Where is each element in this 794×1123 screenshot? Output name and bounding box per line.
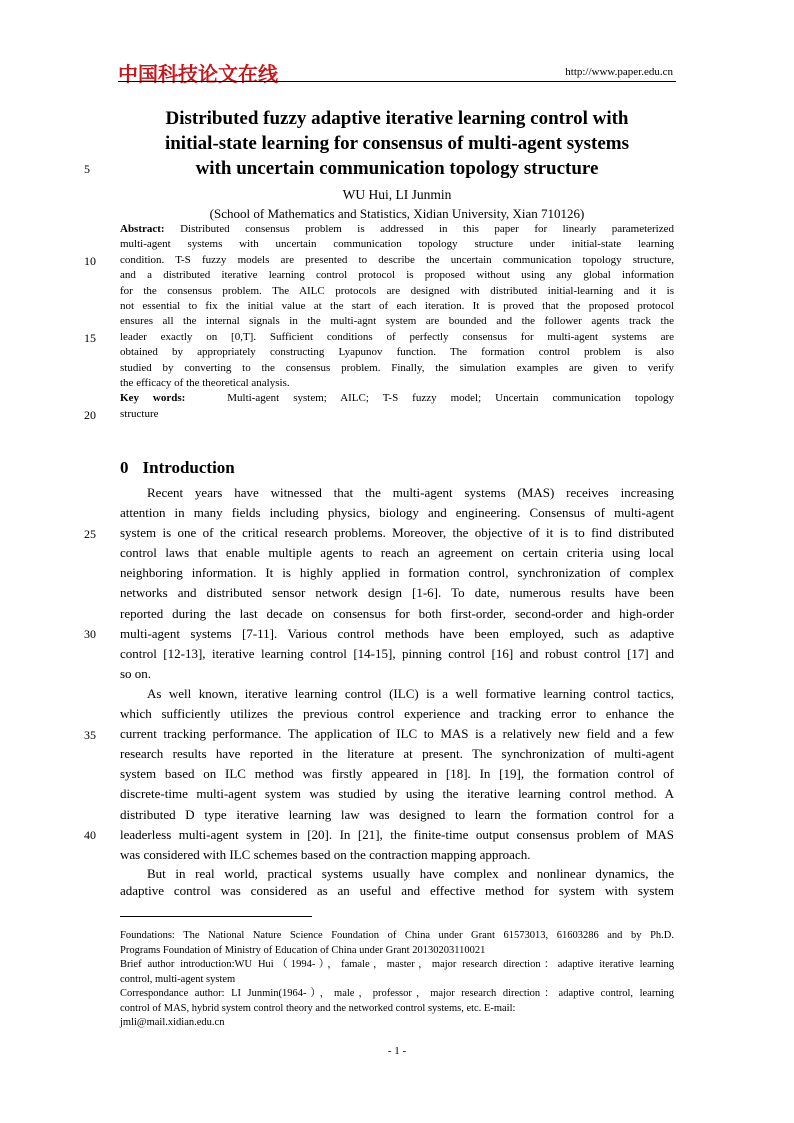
body-line: control [12-13], iterative learning control [14-15], pinning control [16] and robust control [17] and: [120, 645, 674, 661]
footnote-line: Foundations: The National Nature Science Foundation of China under Grant 61573013, 61603286 and by Ph.D.: [120, 930, 674, 941]
authors: WU Hui, LI Junmin: [342, 187, 452, 202]
section-title: Introduction: [142, 458, 235, 477]
abstract-line: and a distributed iterative learning control protocol is proposed without using any global information: [120, 269, 674, 282]
line-number: 20: [84, 408, 96, 422]
abstract-line: the efficacy of the theoretical analysis.: [120, 376, 290, 389]
abstract-line: for the consensus problem. The AILC protocols are designed with distributed initial-learning and it is: [120, 284, 674, 297]
body-line: networks and distributed sensor network design [1-6]. To date, numerous results have been: [120, 585, 674, 601]
body-line: attention in many fields including physics, biology and engineering. Consensus of multi-agent: [120, 505, 674, 521]
site-logo: 中国科技论文在线: [118, 62, 278, 86]
line-number: 35: [84, 728, 96, 742]
body-line: adaptive control was considered as an useful and effective method for system with system: [120, 882, 674, 898]
body-line: system is one of the critical research problems. Moreover, the objective of it is to find distributed: [120, 525, 674, 541]
footnote-line: control of MAS, hybrid system control theory and the networked control systems, etc. E-mail:: [120, 1002, 516, 1014]
body-line: which sufficiently utilizes the previous control experience and tracking error to enhance the: [120, 706, 674, 722]
body-line: leaderless multi-agent system in [20]. In [21], the finite-time output consensus problem of MAS: [120, 826, 674, 842]
header-divider: [118, 81, 676, 82]
abstract-line: studied by converting to the consensus problem. Finally, the simulation examples are given to verify: [120, 361, 674, 374]
affiliation: (School of Mathematics and Statistics, Xidian University, Xian 710126): [209, 206, 585, 221]
line-number: 25: [84, 527, 96, 541]
body-line: neighboring information. It is highly applied in formation control, synchronization of complex: [120, 565, 674, 581]
footnote-email[interactable]: jmli@mail.xidian.edu.cn: [120, 1017, 225, 1028]
body-text: [120, 483, 674, 899]
body-line: multi-agent systems [7-11]. Various control methods have been employed, such as adaptive: [120, 625, 674, 641]
title-line: with uncertain communication topology structure: [195, 158, 599, 179]
body-line: But in real world, practical systems usually have complex and nonlinear dynamics, the: [147, 865, 674, 881]
body-line: discrete-time multi-agent system was studied by using the iterative learning control method. A: [120, 786, 674, 802]
body-line: Recent years have witnessed that the multi-agent systems (MAS) receives increasing: [147, 485, 674, 500]
footnote-divider: [120, 916, 312, 917]
abstract-line: Abstract: Distributed consensus problem is addressed in this paper for linearly parameterized: [120, 223, 674, 235]
body-line: As well known, iterative learning control (ILC) is a well formative learning control tactics,: [147, 685, 674, 701]
body-line: reported during the last decade on consensus for both first-order, second-order and high-order: [120, 605, 674, 621]
keywords-line: structure: [120, 407, 159, 420]
title-line: initial-state learning for consensus of multi-agent systems: [164, 133, 630, 154]
abstract-label: Abstract:: [120, 223, 165, 235]
body-line: current tracking performance. The application of ILC to MAS is a relatively new field and a few: [120, 726, 674, 742]
line-number: 5: [84, 162, 90, 176]
body-line: so on.: [120, 665, 152, 681]
section-number: 0: [120, 458, 129, 477]
body-line: research results have reported in the literature at present. The synchronization of multi-agent: [120, 746, 674, 762]
body-line: system based on ILC method was firstly appeared in [18]. In [19], the formation control of: [120, 766, 674, 782]
footnote-line: control, multi-agent system: [120, 973, 236, 985]
abstract-line: condition. T-S fuzzy models are presented to describe the uncertain communication topology structure,: [120, 253, 674, 266]
keywords-label: Key words:: [120, 392, 186, 405]
line-number: 15: [84, 331, 96, 345]
abstract-line: obtained by appropriately constructing Lyapunov function. The formation control problem is also: [120, 346, 674, 359]
line-number: 30: [84, 627, 96, 641]
paper-title: [118, 106, 676, 181]
keywords-line: Key words: Multi-agent system; AILC; T-S fuzzy model; Uncertain communication topology: [120, 392, 675, 405]
line-number: 10: [84, 254, 96, 268]
header-url[interactable]: http://www.paper.edu.cn: [565, 66, 673, 78]
abstract-line: leader exactly on [0,T]. Sufficient conditions of perfectly consensus for multi-agent systems are: [120, 330, 674, 343]
body-line: distributed D type iterative learning law was designed to learn the formation control for a: [120, 806, 674, 822]
abstract-line: ensures all the internal signals in the multi-agnt system are bounded and the follower agents track the: [120, 315, 674, 328]
abstract-line: not essential to fix the initial value at the start of each iteration. It is proved that the proposed protocol: [120, 299, 674, 312]
abstract: [120, 222, 674, 422]
section-heading: [120, 458, 235, 478]
body-line: control laws that enable multiple agents to reach an agreement on certain criteria using local: [120, 545, 674, 561]
title-line: Distributed fuzzy adaptive iterative learning control with: [165, 108, 629, 129]
footnote-line: Correspondance author: LI Junmin(1964-），male，professor，major research direction：adaptive control, learning: [120, 988, 674, 999]
line-number: 40: [84, 828, 96, 842]
page-number: - 1 -: [387, 1045, 407, 1057]
footnote-line: Programs Foundation of Ministry of Education of China under Grant 20130203110021: [120, 944, 486, 956]
footnote-line: Brief author introduction:WU Hui（1994-），famale，master，major research direction：adaptive iterative learning: [120, 959, 674, 970]
body-line: was considered with ILC schemes based on the contraction mapping approach.: [120, 846, 531, 862]
footnotes: [120, 929, 674, 1031]
abstract-line: multi-agent systems with uncertain communication topology structure under initial-state learning: [120, 238, 674, 251]
